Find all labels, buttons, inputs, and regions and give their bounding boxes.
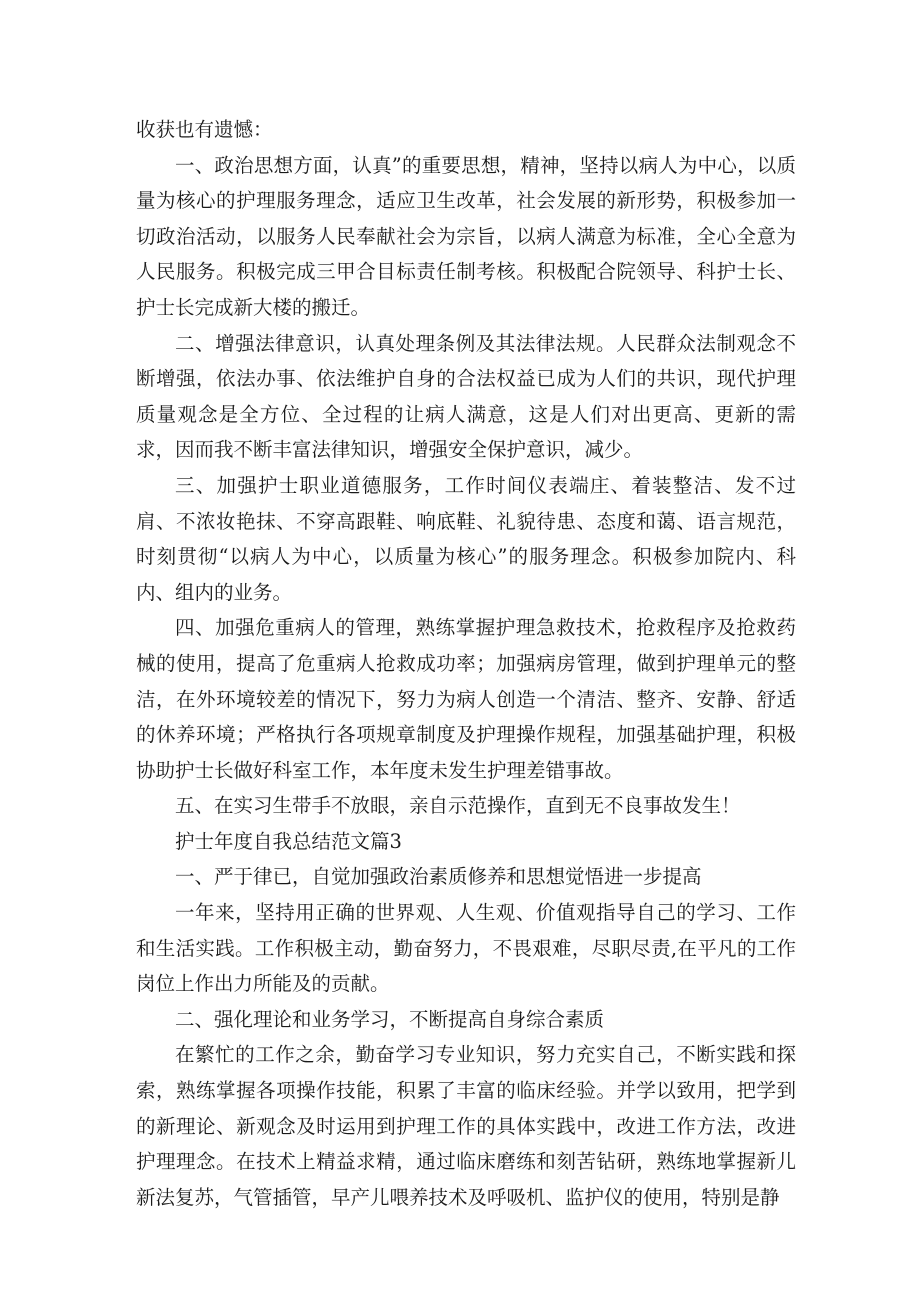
subsection-heading: 二、强化理论和业务学习，不断提高自身综合素质 [175,1007,605,1031]
paragraph: 三、加强护士职业道德服务，工作时间仪表端庄、着装整洁、发不过肩、不浓妆艳抹、不穿高跟鞋、响底鞋、礼貌待患、态度和蔼、语言规范，时刻贯彻“以病人为中心，以质量为核心”的服务理念。积极参加院内、科内、组内的业务。 [136,473,796,604]
paragraph: 一年来，坚持用正确的世界观、人生观、价值观指导自己的学习、工作和生活实践。工作积极主动，勤奋努力，不畏艰难，尽职尽责,在平凡的工作岗位上作出力所能及的贡献。 [136,901,796,996]
paragraph: 收获也有遗憾： [136,118,273,141]
paragraph: 四、加强危重病人的管理，熟练掌握护理急救技术，抢救程序及抢救药械的使用，提高了危重病人抢救成功率；加强病房管理，做到护理单元的整洁，在外环境较差的情况下，努力为病人创造一个清洁、整齐、安静、舒适的休养环境；严格执行各项规章制度及护理操作规程，加强基础护理，积极协助护士长做好科室工作，本年度未发生护理差错事故。 [136,616,796,782]
subsection-heading: 一、严于律已，自觉加强政治素质修养和思想觉悟进一步提高 [175,865,702,889]
paragraph: 一、政治思想方面，认真”的重要思想，精神，坚持以病人为中心，以质量为核心的护理服务理念，适应卫生改革，社会发展的新形势，积极参加一切政治活动，以服务人民奉献社会为宗旨，以病人满意为标准，全心全意为人民服务。积极完成三甲合目标责任制考核。积极配合院领导、科护士长、护士长完成新大楼的搬迁。 [136,153,796,319]
paragraph: 二、增强法律意识，认真处理条例及其法律法规。人民群众法制观念不断增强，依法办事、依法维护自身的合法权益已成为人们的共识，现代护理质量观念是全方位、全过程的让病人满意，这是人们对出更高、更新的需求，因而我不断丰富法律知识，增强安全保护意识，减少。 [136,331,796,462]
paragraph: 五、在实习生带手不放眼，亲自示范操作，直到无不良事故发生！ [175,794,741,818]
document-body [136,112,796,1215]
section-heading: 护士年度自我总结范文篇3 [175,829,402,853]
paragraph: 在繁忙的工作之余，勤奋学习专业知识，努力充实自己，不断实践和探索，熟练掌握各项操作技能，积累了丰富的临床经验。并学以致用，把学到的新理论、新观念及时运用到护理工作的具体实践中，改进工作方法，改进护理理念。在技术上精益求精，通过临床磨练和刻苦钻研，熟练地掌握新儿新法复苏，气管插管，早产儿喂养技术及呼吸机、监护仪的使用，特别是静 [136,1043,796,1209]
